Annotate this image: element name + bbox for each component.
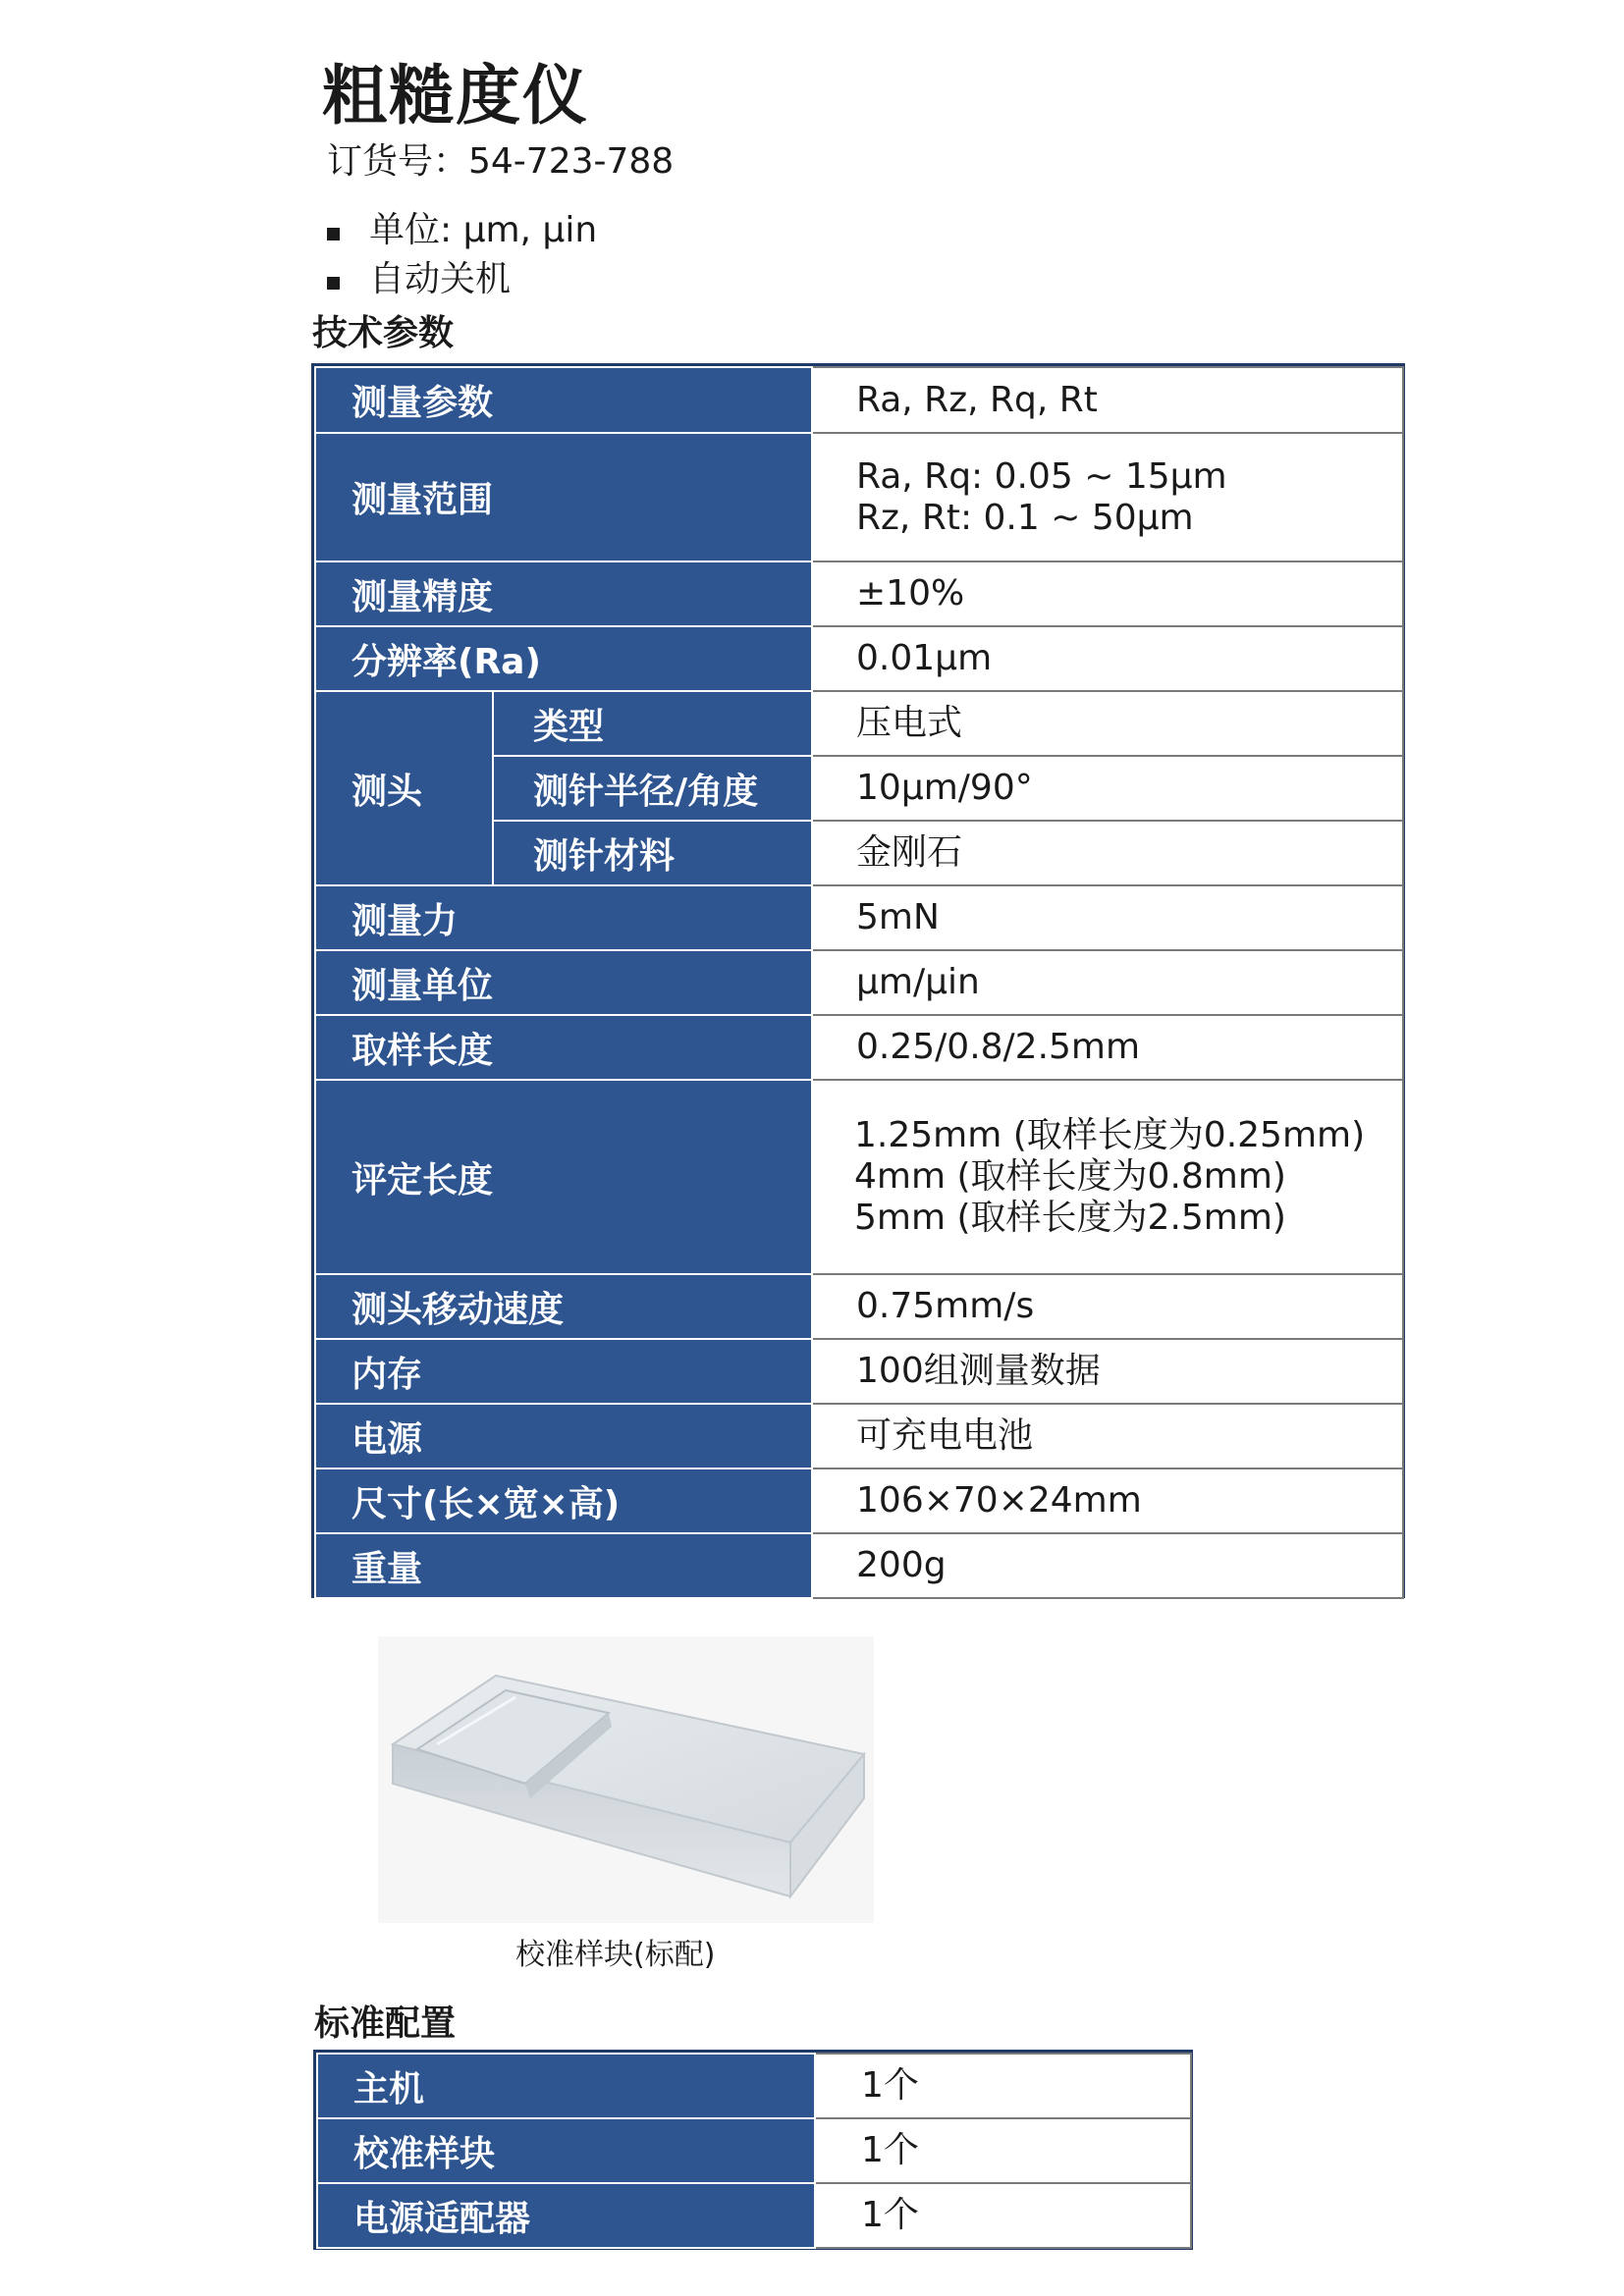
- std-table-frame: [313, 2050, 1193, 2250]
- spec-value: [812, 433, 1403, 561]
- spec-value: 压电式: [812, 691, 1403, 756]
- spec-row-sampling: [315, 1015, 1403, 1080]
- spec-label: 取样长度: [315, 1015, 812, 1080]
- spec-value: ±10%: [812, 561, 1403, 626]
- std-label: 电源适配器: [317, 2183, 815, 2248]
- std-label: 校准样块: [317, 2118, 815, 2183]
- spec-table-frame: [311, 363, 1405, 1598]
- spec-row-weight: [315, 1533, 1403, 1598]
- spec-value: 5mN: [812, 885, 1403, 950]
- spec-label: 测量单位: [315, 950, 812, 1015]
- page-title: 粗糙度仪: [322, 58, 589, 133]
- spec-row-force: [315, 885, 1403, 950]
- feature-text: 自动关机: [369, 259, 512, 299]
- spec-row-unit: [315, 950, 1403, 1015]
- spec-row-evaluation: [315, 1080, 1403, 1274]
- spec-value: [812, 1080, 1403, 1274]
- spec-label: 电源: [315, 1404, 812, 1468]
- spec-value-line: Rz, Rt: 0.1 ~ 50μm: [856, 497, 1194, 538]
- std-value: 1个: [815, 2118, 1191, 2183]
- spec-value: 0.75mm/s: [812, 1274, 1403, 1339]
- spec-label: 重量: [315, 1533, 812, 1598]
- spec-sublabel: 测针半径/角度: [493, 756, 812, 821]
- std-label: 主机: [317, 2054, 815, 2118]
- image-caption: 校准样块(标配): [515, 1938, 716, 1972]
- spec-row-power: [315, 1404, 1403, 1468]
- spec-label: 测头移动速度: [315, 1274, 812, 1339]
- spec-row-resolution: [315, 626, 1403, 691]
- spec-value: 可充电电池: [812, 1404, 1403, 1468]
- std-value: 1个: [815, 2183, 1191, 2248]
- spec-label: 测量范围: [315, 433, 812, 561]
- spec-label: 内存: [315, 1339, 812, 1404]
- std-section-title: 标准配置: [314, 2003, 457, 2044]
- spec-row-accuracy: [315, 561, 1403, 626]
- spec-value-line: 4mm (取样长度为0.8mm): [854, 1156, 1286, 1197]
- spec-label: 评定长度: [315, 1080, 812, 1274]
- spec-value: 106×70×24mm: [812, 1468, 1403, 1533]
- spec-label: 分辨率(Ra): [315, 626, 812, 691]
- order-number: 订货号：54-723-788: [327, 141, 675, 182]
- std-row: [317, 2054, 1191, 2118]
- spec-value-line: 5mm (取样长度为2.5mm): [854, 1198, 1286, 1238]
- feature-item: [327, 255, 597, 304]
- spec-label: 测量参数: [315, 367, 812, 433]
- bullet-square-icon: [327, 277, 340, 290]
- spec-value: 100组测量数据: [812, 1339, 1403, 1404]
- spec-row-speed: [315, 1274, 1403, 1339]
- spec-value: Ra, Rz, Rq, Rt: [812, 367, 1403, 433]
- feature-list: [327, 206, 597, 304]
- feature-text: 单位: μm, μin: [369, 210, 598, 250]
- spec-label: 尺寸(长×宽×高): [315, 1468, 812, 1533]
- spec-value: 金刚石: [812, 821, 1403, 885]
- spec-value: 10μm/90°: [812, 756, 1403, 821]
- calibration-block-illustration: [378, 1636, 874, 1923]
- spec-value: 0.01μm: [812, 626, 1403, 691]
- spec-value: 0.25/0.8/2.5mm: [812, 1015, 1403, 1080]
- spec-value: 200g: [812, 1533, 1403, 1598]
- spec-value: μm/μin: [812, 950, 1403, 1015]
- std-row: [317, 2118, 1191, 2183]
- spec-row-probe-type: [315, 691, 1403, 756]
- spec-table: [314, 366, 1404, 1599]
- spec-row-size: [315, 1468, 1403, 1533]
- spec-value-line: Ra, Rq: 0.05 ~ 15μm: [856, 455, 1227, 497]
- spec-section-title: 技术参数: [312, 313, 455, 353]
- calibration-block-image: [378, 1636, 874, 1923]
- std-row: [317, 2183, 1191, 2248]
- spec-row-measure-range: [315, 433, 1403, 561]
- spec-label: 测量力: [315, 885, 812, 950]
- spec-label-probe: 测头: [315, 691, 493, 885]
- feature-item: [327, 206, 597, 255]
- spec-value-line: 1.25mm (取样长度为0.25mm): [854, 1115, 1366, 1155]
- spec-sublabel: 类型: [493, 691, 812, 756]
- std-table: [316, 2053, 1192, 2249]
- std-value: 1个: [815, 2054, 1191, 2118]
- spec-sublabel: 测针材料: [493, 821, 812, 885]
- spec-row-memory: [315, 1339, 1403, 1404]
- bullet-square-icon: [327, 228, 340, 240]
- spec-label: 测量精度: [315, 561, 812, 626]
- spec-row-measure-param: [315, 367, 1403, 433]
